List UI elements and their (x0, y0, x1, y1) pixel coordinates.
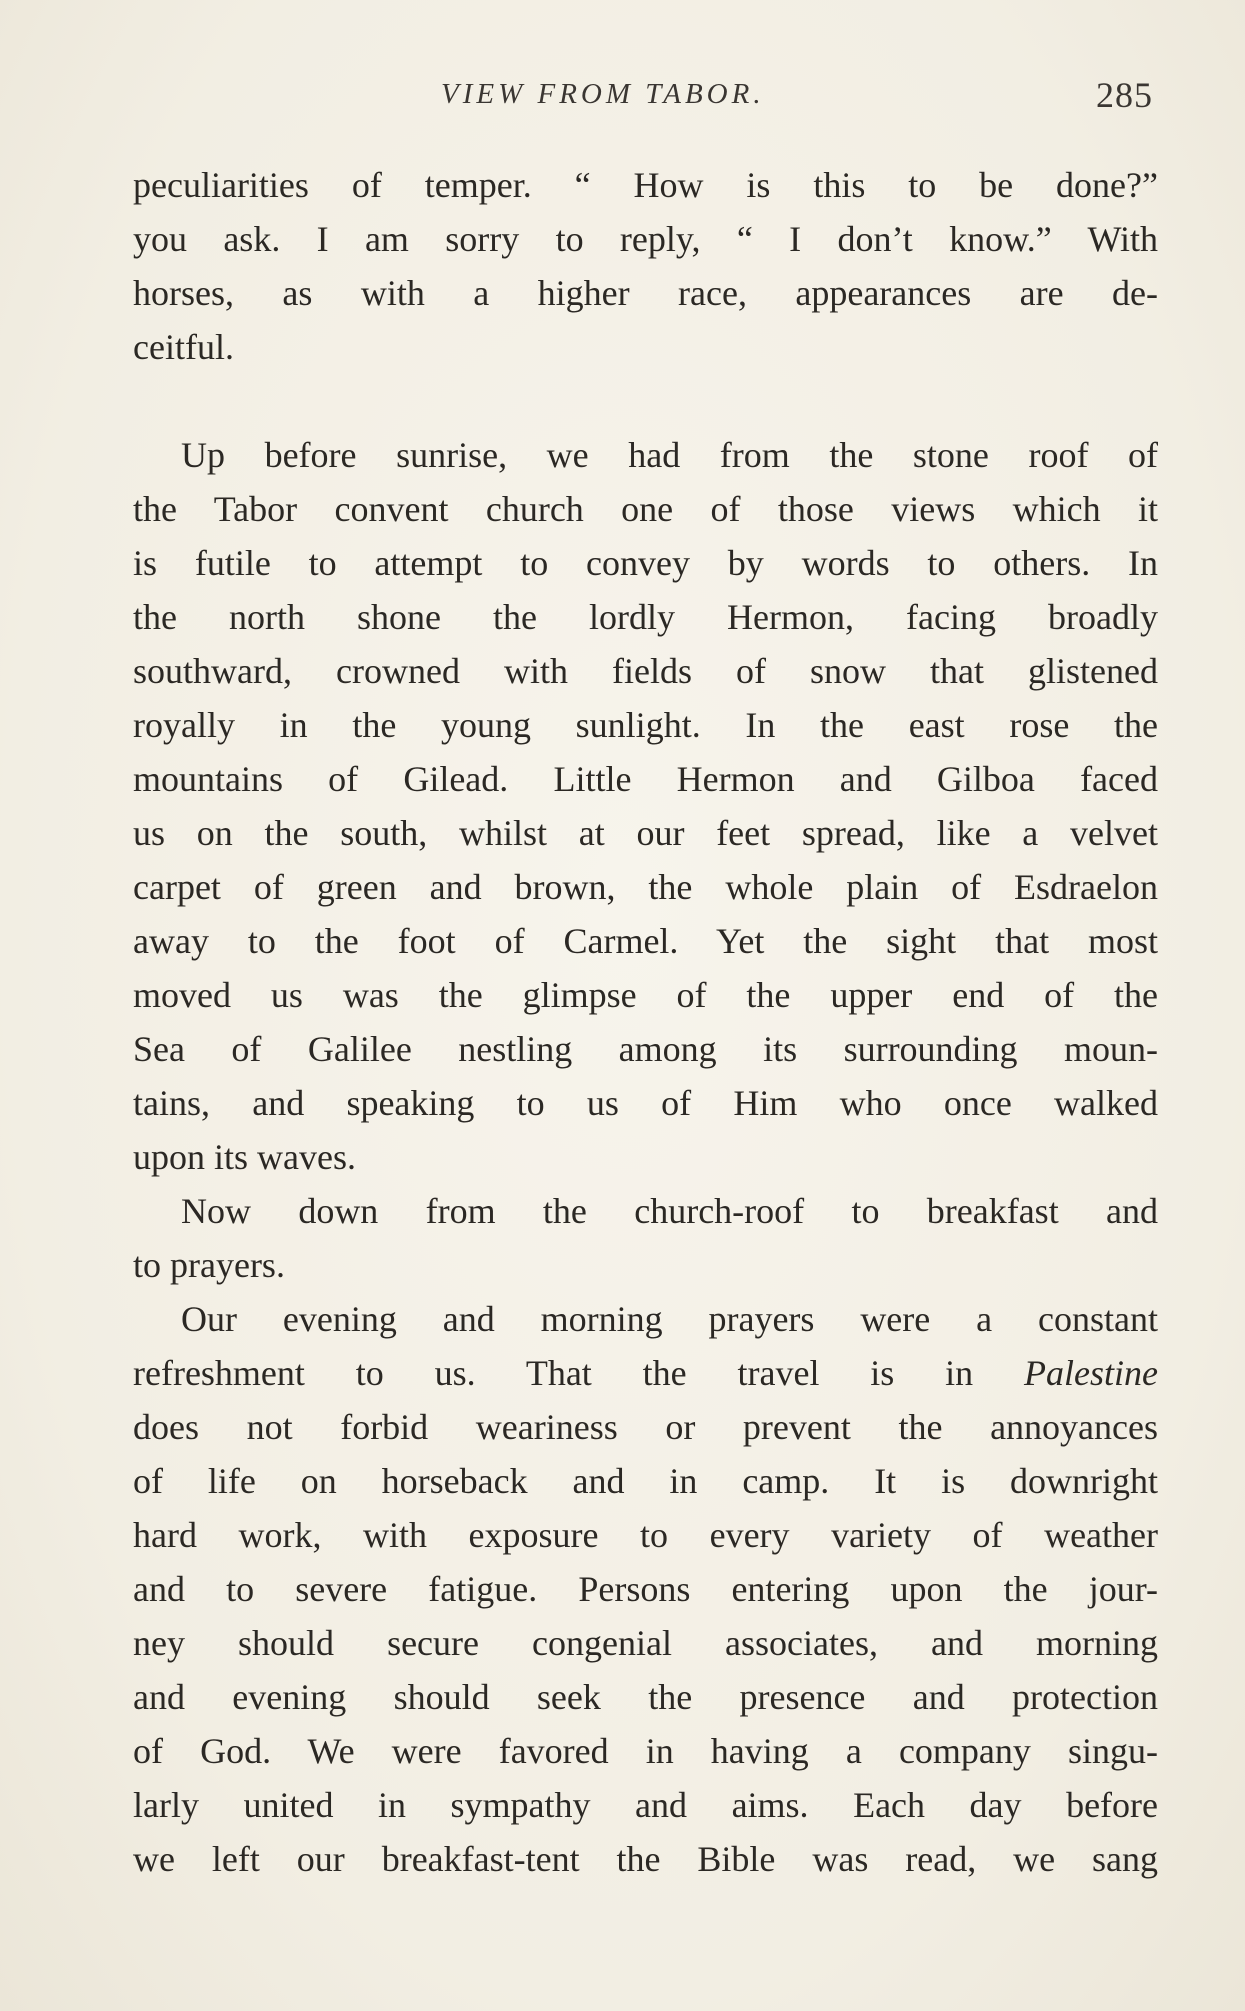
text-line: Now down from the church-roof to breakfast and (181, 1191, 1158, 1231)
text-line: of God. We were favored in having a company singu- (133, 1731, 1158, 1771)
paragraph (133, 1184, 1158, 1292)
text-line: ceitful. (133, 327, 234, 367)
text-line: the Tabor convent church one of those views which it (133, 489, 1158, 529)
body-text (133, 158, 1158, 1886)
text-line: upon its waves. (133, 1137, 356, 1177)
text-line: does not forbid weariness or prevent the annoyances (133, 1407, 1158, 1447)
text-line: and evening should seek the presence and protection (133, 1677, 1158, 1717)
text-line: Our evening and morning prayers were a constant (181, 1299, 1158, 1339)
paragraph (133, 1292, 1158, 1886)
text-line: hard work, with exposure to every variety of weather (133, 1515, 1158, 1555)
text-line: us on the south, whilst at our feet spread, like a velvet (133, 813, 1158, 853)
text-line: to prayers. (133, 1245, 285, 1285)
paragraph-gap (133, 374, 1158, 428)
text-line: carpet of green and brown, the whole plain of Esdraelon (133, 867, 1158, 907)
text-line: of life on horseback and in camp. It is downright (133, 1461, 1158, 1501)
text-line: and to severe fatigue. Persons entering upon the jour- (133, 1569, 1158, 1609)
text-line: peculiarities of temper. “ How is this to be done?” (133, 165, 1158, 205)
text-line: the north shone the lordly Hermon, facing broadly (133, 597, 1158, 637)
paragraph (133, 428, 1158, 1184)
text-line: away to the foot of Carmel. Yet the sight that most (133, 921, 1158, 961)
italic-word: Palestine (1024, 1353, 1158, 1393)
text-line: southward, crowned with fields of snow that glistened (133, 651, 1158, 691)
text-line: moved us was the glimpse of the upper end of the (133, 975, 1158, 1015)
text-line: you ask. I am sorry to reply, “ I don’t know.” With (133, 219, 1158, 259)
text-line-with-italic (133, 1346, 1158, 1400)
text-line: tains, and speaking to us of Him who once walked (133, 1083, 1158, 1123)
text-line: larly united in sympathy and aims. Each day before (133, 1785, 1158, 1825)
text-line: ney should secure congenial associates, and morning (133, 1623, 1158, 1663)
text-line: horses, as with a higher race, appearances are de- (133, 273, 1158, 313)
text-line: is futile to attempt to convey by words to others. In (133, 543, 1158, 583)
text-fragment: refreshment to us. That the travel is in (133, 1353, 974, 1393)
text-line: mountains of Gilead. Little Hermon and Gilboa faced (133, 759, 1158, 799)
text-line: we left our breakfast-tent the Bible was read, we sang (133, 1839, 1158, 1879)
page-header (133, 75, 1153, 128)
text-line: Up before sunrise, we had from the stone roof of (181, 435, 1158, 475)
paragraph (133, 158, 1158, 374)
page-number: 285 (1096, 75, 1153, 115)
text-line: royally in the young sunlight. In the east rose the (133, 705, 1158, 745)
running-title: VIEW FROM TABOR. (441, 78, 765, 110)
text-line: Sea of Galilee nestling among its surrounding moun- (133, 1029, 1158, 1069)
